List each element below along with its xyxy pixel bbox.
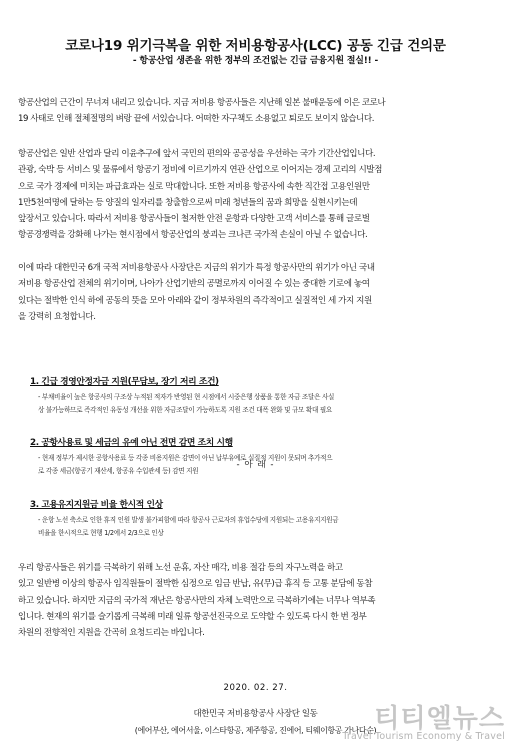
text-line: - 운항 노선 축소로 인한 휴직 인원 발생 불가피함에 따라 항공사 근로자의 휴업수당에 지원되는 고용유지지원금 [38, 516, 339, 524]
text-line: 있다는 절박한 인식 하에 공동의 뜻을 모아 아래와 같이 정부차원의 즉각적이고 실질적인 세 가지 지원 [18, 295, 372, 306]
text-line: 비율을 한시적으로 현행 1/2에서 2/3으로 인상 [38, 528, 164, 537]
document-subtitle: - 항공산업 생존을 위한 정부의 조건없는 긴급 금융지원 절실!! - [132, 56, 379, 66]
text-line: 입니다. 현재의 위기를 슬기롭게 극복해 미래 일류 항공선진국으로 도약할 수 있도록 다시 한 번 정부 [18, 611, 367, 622]
signatory: 대한민국 저비용항공사 사장단 일동 [193, 708, 318, 718]
text-line: 으로 국가 경제에 미치는 파급효과는 실로 막대합니다. 또한 저비용 항공사에 속한 직간접 고용인원만 [18, 181, 370, 192]
watermark-logo: 티티엘뉴스 [374, 704, 505, 734]
request-paragraph [18, 260, 494, 325]
section-1-title: 1. 긴급 경영안정자금 지원(무담보, 장기 저리 조건) [30, 377, 219, 387]
text-line: 로 각종 세금(항공기 재산세, 항공유 수입관세 등) 감면 지원 [38, 466, 199, 475]
text-line: 1만5천여명에 달하는 등 양질의 일자리를 창출함으로써 미래 청년들의 꿈과 희망을 실현시키는데 [18, 197, 358, 208]
text-line: 저비용 항공산업 전체의 위기이며, 나아가 산업기반의 공멸로까지 이어질 수 있는 중대한 기로에 놓여 [18, 279, 370, 290]
text-line: 앞장서고 있습니다. 따라서 저비용 항공사들이 철저한 안전 운항과 다양한 고객 서비스를 통해 글로벌 [18, 214, 370, 225]
watermark-tagline: Travel Tourism Economy & Travel [342, 731, 505, 742]
text-line: 항공산업은 일반 산업과 달리 이윤추구에 앞서 국민의 편의와 공공성을 우선하는 국가 기간산업입니다. [18, 149, 376, 159]
text-line: 이에 따라 대한민국 6개 국적 저비용항공사 사장단은 지금의 위기가 특정 항공사만의 위기가 아닌 국내 [18, 263, 375, 273]
industry-paragraph [18, 146, 494, 244]
section-2-title: 2. 공항사용료 및 세금의 유예 아닌 전면 감면 조치 시행 [30, 438, 233, 448]
text-line: 을 강력히 요청합니다. [18, 311, 96, 322]
document-title: 코로나19 위기극복을 위한 저비용항공사(LCC) 공동 긴급 건의문 [65, 38, 446, 54]
text-line: 19 사태로 인해 절체절명의 벼랑 끝에 서있습니다. 어떠한 자구책도 소용없고 퇴로도 보이지 않습니다. [18, 114, 375, 125]
text-line: 차원의 전향적인 지원을 간곡히 요청드리는 바입니다. [18, 628, 205, 639]
section-3-body [38, 514, 498, 539]
document-date: 2020. 02. 27. [223, 683, 288, 693]
text-line: - 현재 정부가 제시한 공항사용료 등 각종 비용지원은 감면이 아닌 납부유예로 실질적 지원이 못되며 추가적으 [38, 454, 333, 462]
text-line: 상 불가능하므로 즉각적인 유동성 개선을 위한 자금조달이 가능하도록 지원 조건 대폭 완화 및 규모 확대 필요 [38, 405, 332, 414]
text-line: 항공경쟁력을 강화해 나가는 현시점에서 항공산업의 붕괴는 크나큰 국가적 손실이 아닐 수 없습니다. [18, 230, 368, 241]
member-airlines: (에어부산, 에어서울, 이스타항공, 제주항공, 진에어, 티웨이항공 가나다순) [134, 726, 377, 735]
section-3-title: 3. 고용유지지원금 비율 한시적 인상 [30, 500, 163, 510]
text-line: 항공산업의 근간이 무너져 내리고 있습니다. 지금 저비용 항공사들은 지난해 일본 불매운동에 이은 코로나 [18, 98, 386, 108]
text-line: 있고 일반병 이상의 항공사 임직원들이 절박한 심정으로 임금 반납, 유(무)급 휴직 등 고통 분담에 동참 [18, 579, 373, 590]
section-1-body [38, 391, 498, 416]
text-line: 관광, 숙박 등 서비스 및 물류에서 항공기 정비에 이르기까지 연관 산업으로 이어지는 경제 고리의 시발점 [18, 165, 382, 176]
intro-paragraph [18, 95, 494, 128]
text-line: 우리 항공사들은 위기를 극복하기 위해 노선 운휴, 자산 매각, 비용 절감 등의 자구노력을 하고 [18, 563, 343, 573]
closing-paragraph [18, 560, 494, 641]
text-line: - 부채비율이 높은 항공사의 구조상 누적된 적자가 반영된 현 시점에서 시중은행 상품을 통한 자금 조달은 사실 [38, 393, 335, 401]
text-line: 하고 있습니다. 하지만 지금의 국가적 재난은 항공사만의 자체 노력만으로 극복하기에는 너무나 역부족 [18, 595, 376, 606]
section-2-body [38, 452, 498, 477]
below-heading: - 아 래 - [236, 460, 275, 470]
